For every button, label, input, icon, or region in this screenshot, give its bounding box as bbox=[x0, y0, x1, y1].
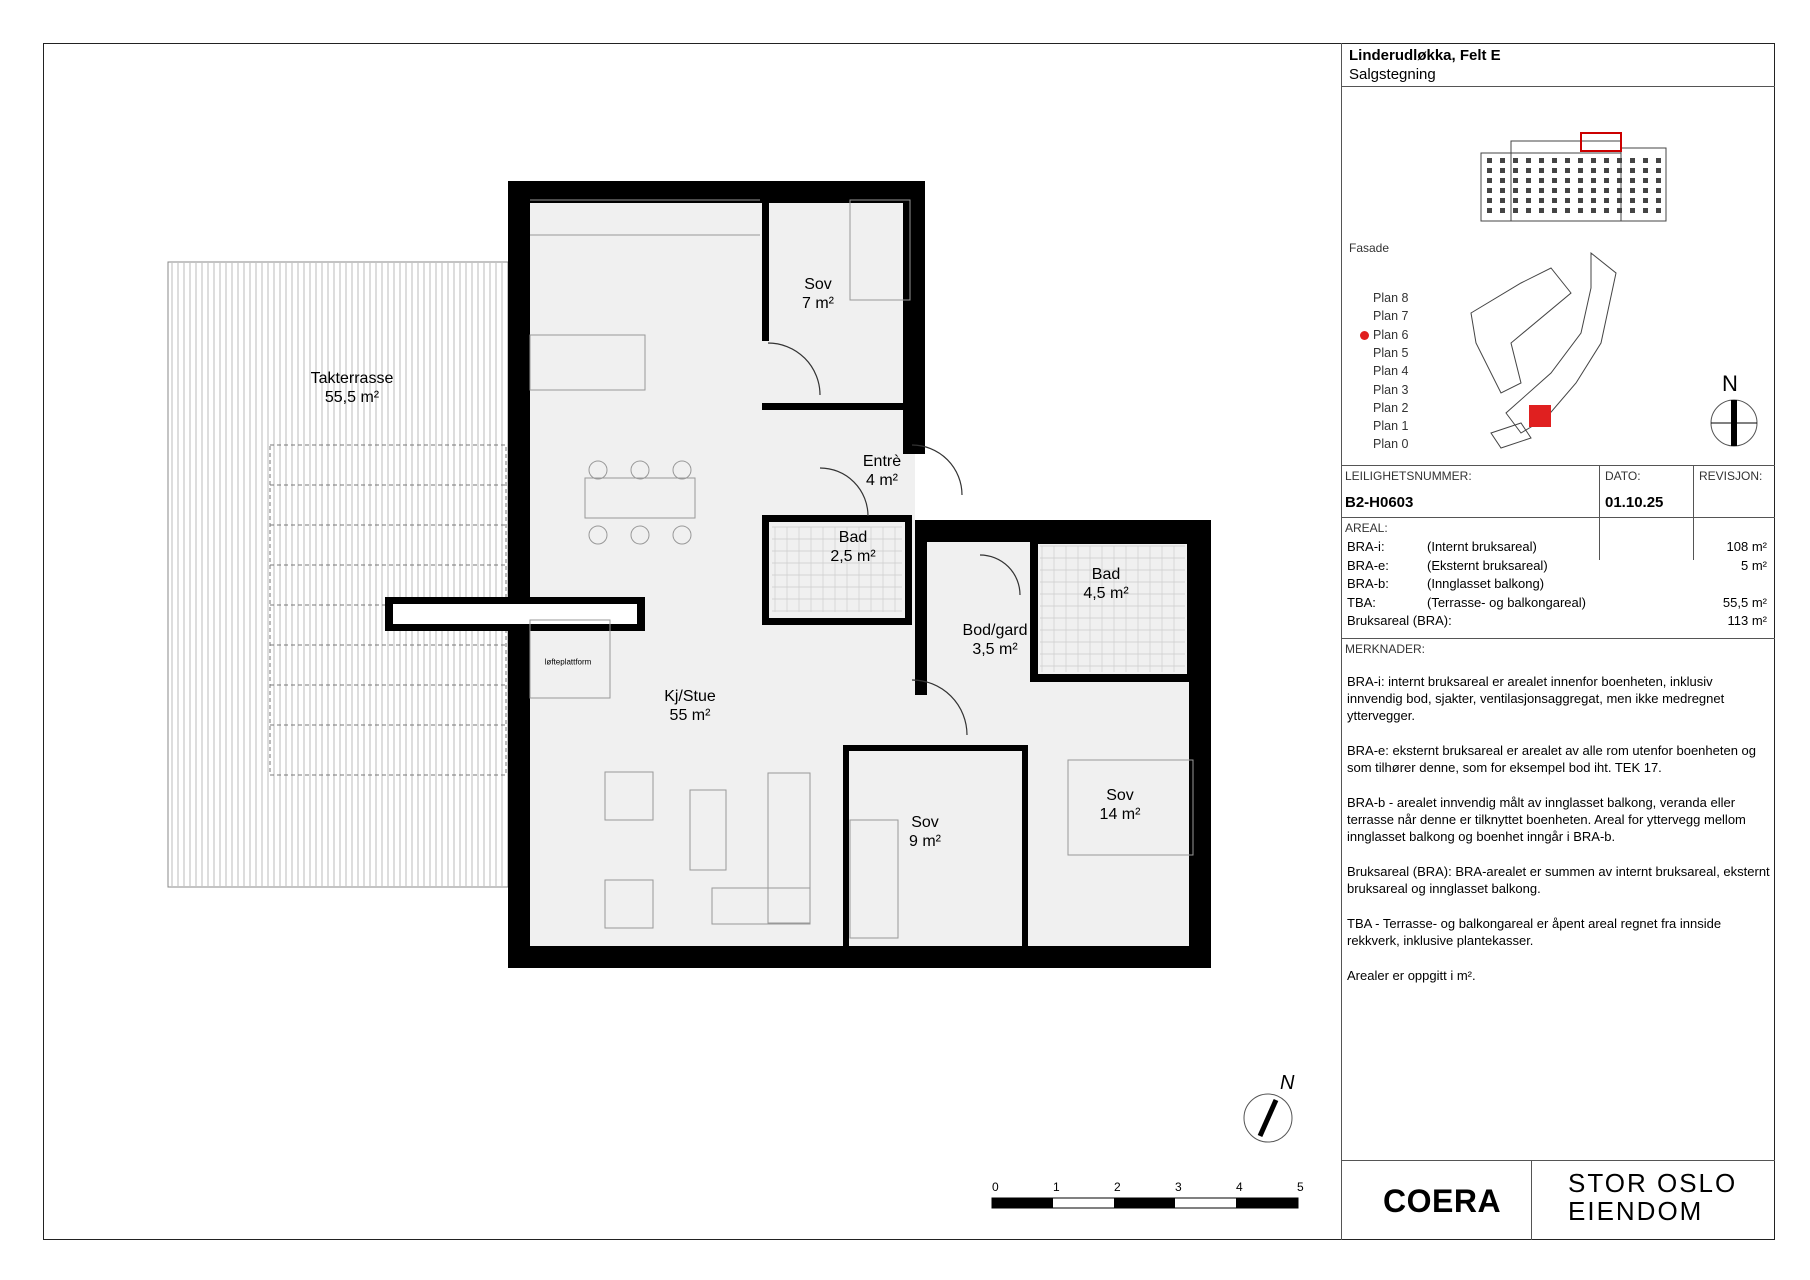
areal-code: BRA-b: bbox=[1347, 576, 1389, 591]
drawing-type: Salgstegning bbox=[1349, 66, 1436, 83]
floor-item: Plan 3 bbox=[1373, 382, 1409, 397]
areal-desc: (Innglasset balkong) bbox=[1427, 576, 1545, 591]
scale-tick: 2 bbox=[1114, 1180, 1121, 1194]
north-arrow-plan bbox=[1244, 1094, 1292, 1142]
room-bad-2: Bad 4,5 m² bbox=[1083, 566, 1129, 602]
revision-label: REVISJON: bbox=[1699, 469, 1763, 483]
areal-value: 55,5 m² bbox=[1722, 594, 1767, 610]
terrace-deck bbox=[168, 262, 508, 887]
facade-label: Fasade bbox=[1349, 241, 1390, 255]
merknader-header: MERKNADER: bbox=[1345, 642, 1426, 656]
areal-value: 5 m² bbox=[1741, 557, 1767, 573]
areal-header: AREAL: bbox=[1345, 521, 1388, 535]
room-bod-gard: Bod/gard 3,5 m² bbox=[962, 622, 1028, 658]
note-paragraph: BRA-b - arealet innvendig målt av innglasset balkong, veranda eller terrasse når denne er tilknyttet boenheten. Areal for yttervegg mellom innglasset balkong og boenhet inngår i BRA-b. bbox=[1347, 795, 1746, 844]
active-floor-dot bbox=[1360, 331, 1369, 340]
areal-desc: (Eksternt bruksareal) bbox=[1427, 557, 1548, 573]
floor-item: Plan 4 bbox=[1373, 364, 1409, 379]
floor-item: Plan 7 bbox=[1373, 309, 1409, 324]
note-paragraph: BRA-e: eksternt bruksareal er arealet av alle rom utenfor boenheten og som tilhører denne, som for eksempel bod iht. TEK 17. bbox=[1347, 743, 1757, 775]
room-kj-stue: Kj/Stue 55 m² bbox=[664, 688, 716, 724]
room-sov-2: Sov 9 m² bbox=[909, 814, 941, 850]
room-takterrasse: Takterrasse 55,5 m² bbox=[310, 370, 394, 406]
north-label: N bbox=[1280, 1072, 1295, 1094]
scale-bar bbox=[992, 1198, 1298, 1208]
floor-item: Plan 6 bbox=[1373, 328, 1408, 342]
scale-tick: 4 bbox=[1236, 1180, 1243, 1194]
stor-oslo-logo: STOR OSLO EIENDOM bbox=[1568, 1168, 1738, 1226]
title-block bbox=[1341, 43, 1775, 1240]
areal-code: BRA-e: bbox=[1347, 557, 1389, 573]
site-plan bbox=[1451, 233, 1651, 463]
floor-item: Plan 1 bbox=[1373, 419, 1409, 434]
scale-tick: 0 bbox=[992, 1180, 999, 1194]
scale-tick: 1 bbox=[1053, 1180, 1060, 1194]
lift-label: løfteplattform bbox=[544, 657, 592, 667]
note-paragraph: Arealer er oppgitt i m². bbox=[1347, 968, 1476, 983]
room-sov-1: Sov 7 m² bbox=[802, 276, 834, 312]
date-value: 01.10.25 bbox=[1605, 494, 1664, 511]
project-title: Linderudløkka, Felt E bbox=[1349, 47, 1501, 64]
notes bbox=[1347, 673, 1771, 1002]
floor-item: Plan 8 bbox=[1373, 291, 1409, 305]
date-label: DATO: bbox=[1605, 469, 1641, 483]
floor-item: Plan 0 bbox=[1373, 437, 1409, 452]
note-paragraph: Bruksareal (BRA): BRA-arealet er summen av internt bruksareal, eksternt bruksareal og innglasset balkong. bbox=[1347, 864, 1770, 896]
coera-logo: COERA bbox=[1383, 1183, 1502, 1219]
unit-number: B2-H0603 bbox=[1345, 494, 1414, 511]
north-label-panel: N bbox=[1722, 371, 1738, 396]
room-sov-3: Sov 14 m² bbox=[1099, 787, 1141, 823]
note-paragraph: TBA - Terrasse- og balkongareal er åpent areal regnet fra innside rekkverk, inklusive plantekasser. bbox=[1347, 916, 1722, 948]
areal-code: Bruksareal (BRA): bbox=[1347, 613, 1452, 628]
north-arrow-icon bbox=[1709, 398, 1759, 448]
unit-label: LEILIGHETSNUMMER: bbox=[1345, 469, 1472, 483]
facade-thumbnail bbox=[1431, 103, 1721, 228]
scale-tick: 3 bbox=[1175, 1180, 1182, 1194]
areal-value: 108 m² bbox=[1726, 539, 1767, 554]
areal-value: 113 m² bbox=[1727, 613, 1767, 628]
areal-desc: (Terrasse- og balkongareal) bbox=[1427, 594, 1586, 610]
floor-item: Plan 2 bbox=[1373, 400, 1409, 415]
scale-tick: 5 bbox=[1297, 1180, 1304, 1194]
areal-code: TBA: bbox=[1347, 594, 1376, 610]
areal-desc: (Internt bruksareal) bbox=[1427, 539, 1537, 554]
note-paragraph: BRA-i: internt bruksareal er arealet innenfor boenheten, inklusiv innvendig bod, sjakter, ventilasjonsaggregat, men ikke medregnet yttervegger. bbox=[1347, 674, 1725, 723]
room-entre: Entrè 4 m² bbox=[862, 453, 902, 489]
floor-item: Plan 5 bbox=[1373, 345, 1409, 360]
areal-code: BRA-i: bbox=[1347, 539, 1385, 554]
room-bad-1: Bad 2,5 m² bbox=[830, 529, 876, 565]
